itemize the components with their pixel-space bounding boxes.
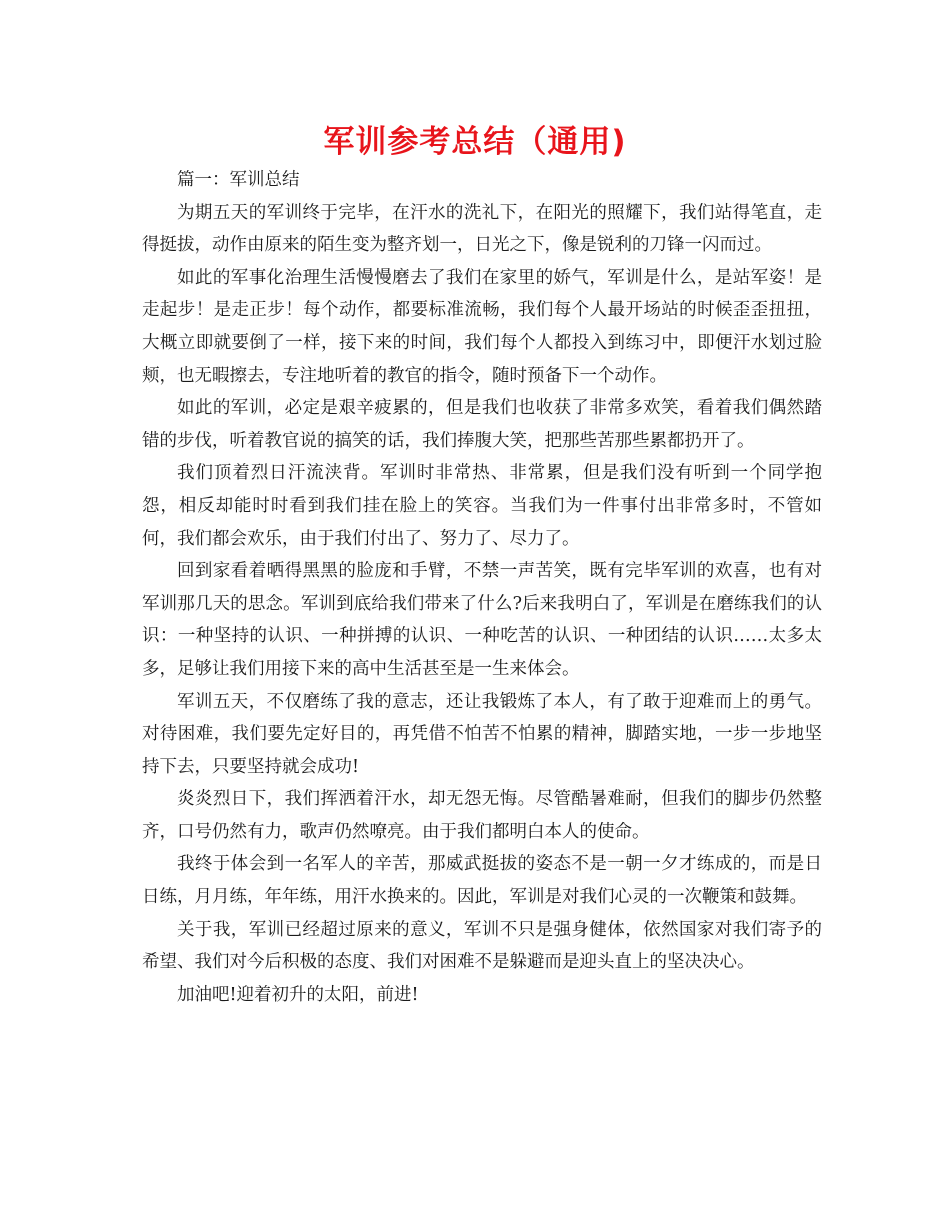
paragraph-3: 如此的军训，必定是艰辛疲累的，但是我们也收获了非常多欢笑，看着我们偶然踏错的步伐，听着教官说的搞笑的话，我们捧腹大笑，把那些苦那些累都扔开了。 bbox=[142, 398, 822, 451]
paragraph-6: 军训五天，不仅磨练了我的意志，还让我锻炼了本人，有了敢于迎难而上的勇气。对待困难，我们要先定好目的，再凭借不怕苦不怕累的精神，脚踏实地，一步一步地坚持下去，只要坚持就会成功! bbox=[142, 691, 822, 777]
section-heading: 篇一：军训总结 bbox=[177, 170, 300, 190]
paragraph-2: 如此的军事化治理生活慢慢磨去了我们在家里的娇气，军训是什么，是站军姿！是走起步！是走正步！每个动作，都要标准流畅，我们每个人最开场站的时候歪歪扭扭，大概立即就要倒了一样，接下来的时间，我们每个人都投入到练习中，即便汗水划过脸颊，也无暇擦去，专注地听着的教官的指令，随时预备下一个动作。 bbox=[142, 267, 822, 386]
document-body bbox=[142, 164, 822, 1011]
paragraph-9: 关于我，军训已经超过原来的意义，军训不只是强身健体，依然国家对我们寄予的希望、我们对今后积极的态度、我们对困难不是躲避而是迎头直上的坚决决心。 bbox=[142, 919, 822, 973]
paragraph-10: 加油吧!迎着初升的太阳，前进! bbox=[177, 984, 419, 1005]
paragraph-7: 炎炎烈日下，我们挥洒着汗水，却无怨无悔。尽管酷暑难耐，但我们的脚步仍然整齐，口号仍然有力，歌声仍然嘹亮。由于我们都明白本人的使命。 bbox=[142, 789, 822, 842]
document-title: 军训参考总结（通用) bbox=[323, 124, 627, 160]
paragraph-5: 回到家看着晒得黑黑的脸庞和手臂，不禁一声苦笑，既有完毕军训的欢喜，也有对军训那几天的思念。军训到底给我们带来了什么?后来我明白了，军训是在磨练我们的认识：一种坚持的认识、一种拼搏的认识、一种吃苦的认识、一种团结的认识……太多太多，足够让我们用接下来的高中生活甚至是一生来体会。 bbox=[142, 561, 822, 679]
paragraph-4: 我们顶着烈日汗流浃背。军训时非常热、非常累，但是我们没有听到一个同学抱怨，相反却能时时看到我们挂在脸上的笑容。当我们为一件事付出非常多时，不管如何，我们都会欢乐，由于我们付出了、努力了、尽力了。 bbox=[142, 463, 822, 549]
paragraph-8: 我终于体会到一名军人的辛苦，那威武挺拔的姿态不是一朝一夕才练成的，而是日日练，月月练，年年练，用汗水换来的。因此，军训是对我们心灵的一次鞭策和鼓舞。 bbox=[142, 854, 822, 908]
paragraph-1: 为期五天的军训终于完毕，在汗水的洗礼下，在阳光的照耀下，我们站得笔直，走得挺拔，动作由原来的陌生变为整齐划一，日光之下，像是锐利的刀锋一闪而过。 bbox=[142, 202, 822, 256]
